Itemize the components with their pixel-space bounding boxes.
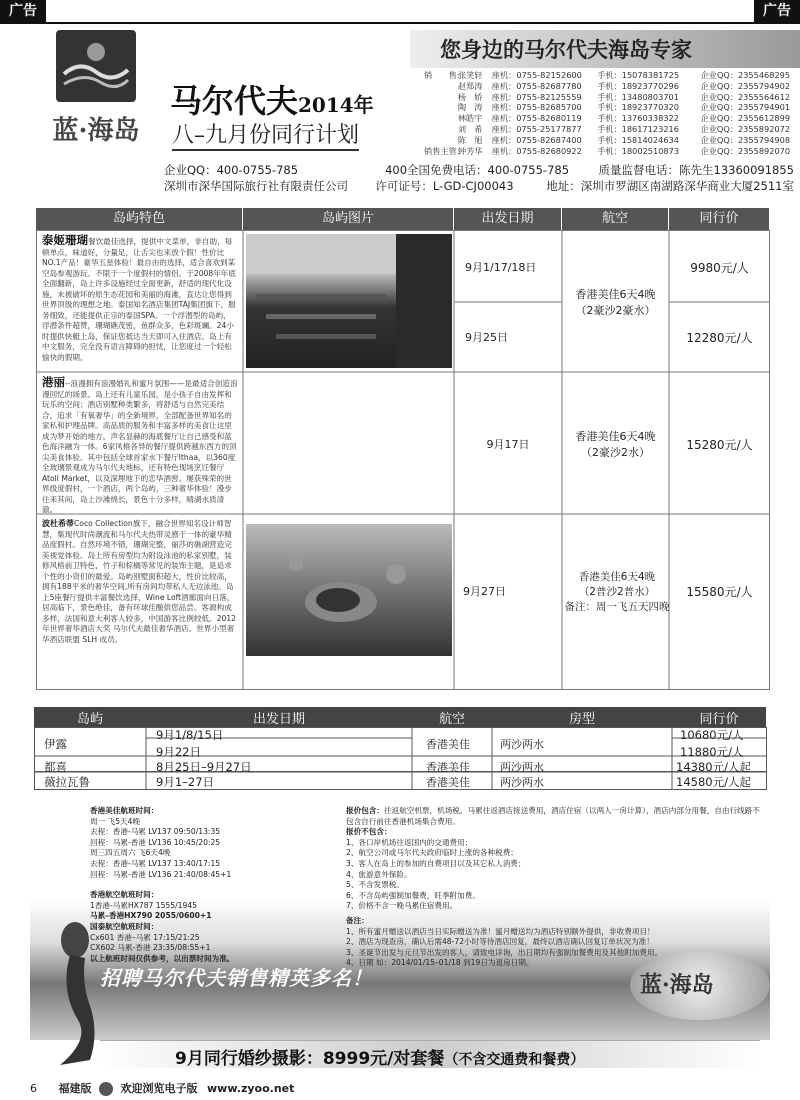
sales-phone: 座机：0755-82680119 — [491, 113, 582, 124]
excludes-title: 报价不包含： — [346, 827, 392, 837]
page-title — [170, 76, 374, 122]
exclude-item: 4、旅游意外保险。 — [346, 869, 412, 879]
sales-qq: 企业QQ：2355794908 — [700, 134, 791, 145]
sales-row — [424, 102, 796, 113]
island3-price: 15580元/人 — [686, 584, 753, 599]
contact-hotline: 400全国免费电话：400-0755-785 — [385, 163, 570, 177]
wedding-note: （不含交通费和餐费） — [444, 1052, 585, 1068]
t2-date-1a: 9月1/8/15日 — [156, 728, 224, 742]
t2-grid — [34, 727, 767, 772]
sales-qq: 企业QQ：2355892070 — [700, 145, 791, 156]
sales-qq: 企业QQ：2355564612 — [700, 91, 791, 102]
exclude-item: 3、客人在岛上的参加的自费项目以及其它私人消费； — [346, 858, 526, 868]
sales-row — [424, 70, 796, 81]
exclude-item: 6、不含岛屿强制加餐费，旺季附加费。 — [346, 890, 480, 900]
sales-name: 陶 涛 — [457, 102, 483, 113]
exclude-item: 5、不含发票税。 — [346, 880, 404, 890]
flight-line: 1香港-马累HX787 1555/1945 — [90, 900, 197, 910]
includes-title: 报价包含： — [346, 806, 384, 815]
sales-mobile: 手机：18002510873 — [597, 145, 680, 156]
island-text-2: --浪漫拥有浪漫婚礼和蜜月氛围——是最适合创造浪漫回忆的场景。岛上还有儿童乐园，是小孩子自由发挥和玩乐的空间；酒店别墅种类繁多，将舒适与自然完美结合，追求「有氧奢华」的全新境界，全部配备世界知名的家私和护理品牌。高品质的服务和丰富多样的美食让这里成为梦开始的地方。声名显赫的海底餐厅让自己感受和蓝色海洋融为一体。6家风格各异的餐厅提供跨越东西方的顶尖美食体验。其中包括全球首家水下餐厅Ithaa，以360度全玻璃景观成为马尔代夫地标，还有特色现场烹饪餐厅Atoll Market，以及深埋地下的恋华酒窖。屡获殊荣的世界级度假村，一个酒店，两个岛屿，三种奢华体验！漫步往来其间，岛上沙滩绵长，景色十分多样，晴湖水质清澈。 — [42, 379, 238, 514]
footer-text: 欢迎浏览电子版 — [120, 1082, 198, 1095]
sales-phone: 座机：0755-82687780 — [491, 80, 582, 91]
t1-header-feature: 岛屿特色 — [36, 208, 242, 230]
excludes-list — [346, 838, 766, 912]
island3-date: 9月27日 — [463, 585, 506, 598]
sales-role — [424, 92, 458, 103]
sales-name: 陈 旭 — [457, 134, 483, 145]
flight-line: 香港航空航班时间： — [90, 890, 159, 900]
company-name: 深圳市深华国际旅行社有限责任公司 — [164, 179, 348, 193]
flight-line: 香港美佳航班时间： — [90, 806, 159, 815]
island-photo-3 — [246, 524, 452, 656]
island-desc-1 — [38, 232, 242, 372]
footer-logo-icon — [99, 1082, 113, 1096]
sales-role — [424, 81, 458, 92]
t1-header-date: 出发日期 — [454, 208, 561, 230]
island-desc-2 — [38, 374, 242, 514]
island-name-2: 港丽 — [42, 375, 65, 389]
company-contact — [164, 162, 794, 194]
flight-line: 回程：马累-香港 LV136 21:40/08:45+1 — [90, 869, 232, 879]
t2-date-2: 8月25日–9月27日 — [156, 760, 252, 774]
footer-url[interactable]: www.zyoo.net — [207, 1082, 295, 1095]
island1-date-2: 9月25日 — [465, 331, 508, 344]
title-main: 马尔代夫 — [170, 82, 299, 120]
brand-logo — [35, 30, 157, 160]
flight-line: 周三四五周六 飞6天4晚 — [90, 848, 171, 858]
t2-price-3: 14580元/人起 — [676, 775, 751, 789]
t2-airline-3: 香港美佳 — [426, 776, 470, 789]
remarks-list — [346, 927, 766, 969]
wedding-main: 9月同行婚纱摄影：8999元/对套餐 — [175, 1049, 445, 1069]
flight-line: 国泰航空航班时间： — [90, 921, 159, 931]
page-subtitle: 八–九月份同行计划 — [172, 118, 359, 151]
sales-mobile: 手机：13760338322 — [597, 113, 679, 124]
sales-qq: 企业QQ：2355794902 — [700, 80, 791, 91]
sales-role: 销售主管： — [424, 145, 465, 156]
logo-wave-icon — [56, 30, 136, 102]
logo-text: 蓝·海岛 — [52, 116, 140, 146]
ad-label-right: 广告 — [754, 0, 800, 22]
island2-airline: 香港美佳6天4晚 （2豪沙2水） — [575, 430, 656, 459]
title-year: 2014年 — [298, 93, 374, 117]
page-footer — [30, 1080, 294, 1096]
exclude-item: 7、价格不含一晚马累住宿费用。 — [346, 901, 458, 911]
top-rule — [0, 22, 800, 24]
flight-line: 周一 飞5天4晚 — [90, 816, 141, 826]
sales-row — [424, 92, 796, 103]
sales-role — [424, 102, 458, 113]
remark-item: 2、酒店为现查房，确认后需48-72小时等待酒店回复，最终以酒店确认回复订单状况为准！ — [346, 937, 654, 947]
sales-role — [424, 135, 458, 146]
edition-label: 福建版 — [58, 1082, 92, 1095]
sales-qq: 企业QQ：2355892072 — [700, 123, 791, 134]
t1-header-price: 同行价 — [669, 208, 769, 230]
sales-row — [424, 81, 796, 92]
t2-date-3: 9月1–27日 — [156, 775, 215, 789]
island1-date-1: 9月1/17/18日 — [465, 261, 537, 274]
sales-name: 林皓宇 — [457, 113, 483, 124]
sales-phone: 座机：0755-82125559 — [491, 91, 582, 102]
t2-date-1b: 9月22日 — [156, 745, 201, 759]
t2-grid-last — [34, 772, 767, 790]
sales-row — [424, 135, 796, 146]
t1-header-airline: 航空 — [562, 208, 668, 230]
t2-price-2: 14380元/人起 — [676, 760, 751, 774]
t2-airline-1: 香港美佳 — [426, 738, 470, 751]
sales-row — [424, 124, 796, 135]
sales-qq: 企业QQ：2355468295 — [700, 70, 791, 80]
sales-role: 销 售： — [424, 70, 465, 80]
price-info — [346, 806, 766, 969]
t2-room-2: 两沙两水 — [500, 761, 544, 774]
sales-row — [424, 113, 796, 124]
t1-header-photo: 岛屿图片 — [243, 208, 453, 230]
island-desc-3 — [38, 516, 242, 688]
sales-phone: 座机：0755-25177877 — [491, 123, 582, 134]
contact-qq: 企业QQ：400-0755-785 — [164, 163, 299, 177]
t2-price-1a: 10680元/人 — [680, 728, 744, 742]
t2-room-3: 两沙两水 — [500, 776, 544, 789]
sales-mobile: 手机：18617123216 — [597, 123, 679, 134]
island-text-1: 餐饮最佳选择，提供中文菜单，非自助，每顿单点，味道好，分量足，让舌尖也来放个假！性价比NO.1产品！豪华五星体验！最自由的选择，适合喜欢到某空岛参观游玩、不限于一个度假村的情侣。于2008年年底全面翻新，岛上许多设施经过全面更新，舒适的现代化设施，未被破坏的原生态花园和美丽的海滩，直达让您得到世界顶级的理想之地。泰国知名酒店集团TAJ集团旗下，服务细致，还能提供正宗的泰国SPA。一个浮潜型的岛屿，浮潜条件超赞，珊瑚礁茂密，鱼群众多，色彩斑斓。24小时提供快艇上岛，保证您抵达当天即可入住酒店。岛上有中文服务，完全没有语言障碍的担忧，让您度过一个轻松愉快的假期。 — [42, 237, 236, 362]
sales-phone: 座机：0755-82152600 — [491, 70, 582, 80]
island2-price: 15280元/人 — [686, 437, 753, 452]
remark-item: 3、圣诞节出发与元旦节出发的客人，请致电详询，出日期均有强制加餐费用及其他附加费用。 — [346, 947, 663, 957]
t2-price-1b: 11880元/人 — [680, 745, 744, 759]
flight-line: 马累–香港HX790 2055/0600+1 — [90, 911, 212, 921]
contact-supervise: 质量监督电话：陈先生13360091855 — [598, 163, 794, 177]
t2-header-price: 同行价 — [699, 711, 739, 727]
sales-qq: 企业QQ：2355794901 — [700, 102, 791, 113]
flight-line: 以上航班时间仅供参考，以出票时间为准。 — [90, 953, 235, 963]
flight-line: 去程：香港-马累 LV137 13:40/17:15 — [90, 858, 221, 868]
sales-name: 钟芳华 — [458, 145, 483, 156]
company-address: 地址：深圳市罗湖区南湖路深华商业大厦2511室 — [546, 179, 794, 193]
island-name-3: 波杜希蒂 — [42, 519, 74, 528]
sales-role — [424, 113, 458, 124]
exclude-item: 1、各口岸机场往返国内的交通费用； — [346, 837, 473, 847]
ad-label-left: 广告 — [0, 0, 46, 22]
remarks-title: 备注： — [346, 915, 369, 925]
sales-name: 杨 娇 — [457, 91, 483, 102]
t2-header-airline: 航空 — [438, 711, 465, 727]
remark-item: 1、所有蜜月赠送以酒店当日实际赠送为准！蜜月赠送均为酒店特别额外提供，非收费项目！ — [346, 926, 655, 936]
island1-price-1: 9980元/人 — [690, 260, 749, 275]
sales-mobile: 手机：15814024634 — [597, 134, 679, 145]
sales-phone: 座机：0755-82685700 — [491, 102, 582, 113]
flight-line — [90, 880, 300, 890]
bubble-logo-text: 蓝·海岛 — [640, 972, 714, 998]
t2-airline-2: 香港美佳 — [426, 761, 470, 774]
exclude-item: 2、航空公司或马尔代夫政府临时上涨的各种税费； — [346, 848, 518, 858]
remark-item: 4、日期 如：2014/01/15–01/18 到19日为退房日期。 — [346, 958, 534, 968]
t2-island-3: 薇拉瓦鲁 — [44, 775, 90, 789]
license-number: 许可证号：L-GD-CJ00043 — [375, 179, 514, 193]
island-photo-1 — [246, 234, 452, 368]
sales-phone: 座机：0755-82680922 — [491, 145, 582, 156]
t2-header — [34, 707, 766, 727]
sales-name: 张笑轩 — [458, 70, 483, 80]
island3-airline: 香港美佳6天4晚 （2普沙2普水） 备注：周一飞五天四晚 — [564, 570, 670, 613]
sales-name: 赵郑涛 — [457, 80, 483, 91]
flight-line: 回程：马累-香港 LV136 10:45/20:25 — [90, 837, 221, 847]
wedding-promo — [175, 1044, 584, 1069]
island-text-3: Coco Collection旗下，融合世界知名设计师智慧，集现代时尚潮流和马尔代夫热带灵感于一体的豪华精品度假村。自然环境不错，珊瑚完整，丽莎的礁湖营造完美视觉体验。岛上所有房型均为附设泳池的私家别墅，装修风格前卫特色，竹子和棕榈等常见的装饰主题，是追求个性的小资们的最爱。岛屿别墅面积超大，性价比较高，拥有188平米的奢华空间,所有房间均带私人无边泳池。岛上5座餐厅提供丰富餐饮选择，Wine Loft酒廊面向日落，居高临下，景色绝佳，备有环球佳酿供您品尝。客源构成多样，法国和意大利客人较多，中国游客比例较低。2012年世界奢华酒店大奖 马尔代夫最佳奢华酒店。世界小型奢华酒店联盟 SLH 成员。 — [42, 519, 236, 644]
sales-phone: 座机：0755-82687400 — [491, 134, 582, 145]
island-name-1: 泰姬珊瑚 — [42, 233, 88, 247]
sales-mobile: 手机：13480803701 — [597, 91, 679, 102]
island1-price-2: 12280元/人 — [686, 330, 753, 345]
recruit-banner: 招聘马尔代夫销售精英多名！ — [100, 966, 373, 990]
t2-header-island: 岛屿 — [76, 711, 103, 727]
island2-date: 9月17日 — [486, 438, 530, 451]
sales-contact-list — [424, 70, 796, 156]
t2-header-room: 房型 — [568, 711, 595, 727]
sales-mobile: 手机：18923770296 — [597, 80, 679, 91]
flight-line: Cx601 香港–马累 17:15/21:25 — [90, 932, 200, 942]
flight-times — [90, 806, 300, 964]
includes-text: 往返航空机票，机场税，马累往返酒店接送费用，酒店住宿（以两人一房计算），酒店内部分用餐，自由行线路不包含自行前往香港机场集合费用。 — [346, 806, 760, 826]
sales-name: 刘 希 — [457, 123, 483, 134]
sales-mobile: 手机：18923770320 — [597, 102, 679, 113]
sales-role — [424, 124, 458, 135]
sales-qq: 企业QQ：2355612899 — [700, 113, 791, 124]
sales-row — [424, 146, 796, 157]
island1-airline: 香港美佳6天4晚 （2豪沙2豪水） — [575, 288, 656, 317]
sales-mobile: 手机：15078381725 — [597, 70, 680, 80]
t2-room-1: 两沙两水 — [500, 738, 544, 751]
page-number: 6 — [30, 1082, 37, 1095]
flight-line: CX602 马累-香港 23:35/08:55+1 — [90, 943, 211, 953]
brand-slogan: 您身边的马尔代夫海岛专家 — [440, 38, 692, 62]
t2-island-1: 伊露 — [44, 737, 67, 751]
flight-line: 去程：香港-马累 LV137 09:50/13:35 — [90, 827, 221, 837]
t2-island-2: 都喜 — [44, 760, 67, 774]
t2-header-date: 出发日期 — [252, 711, 305, 727]
